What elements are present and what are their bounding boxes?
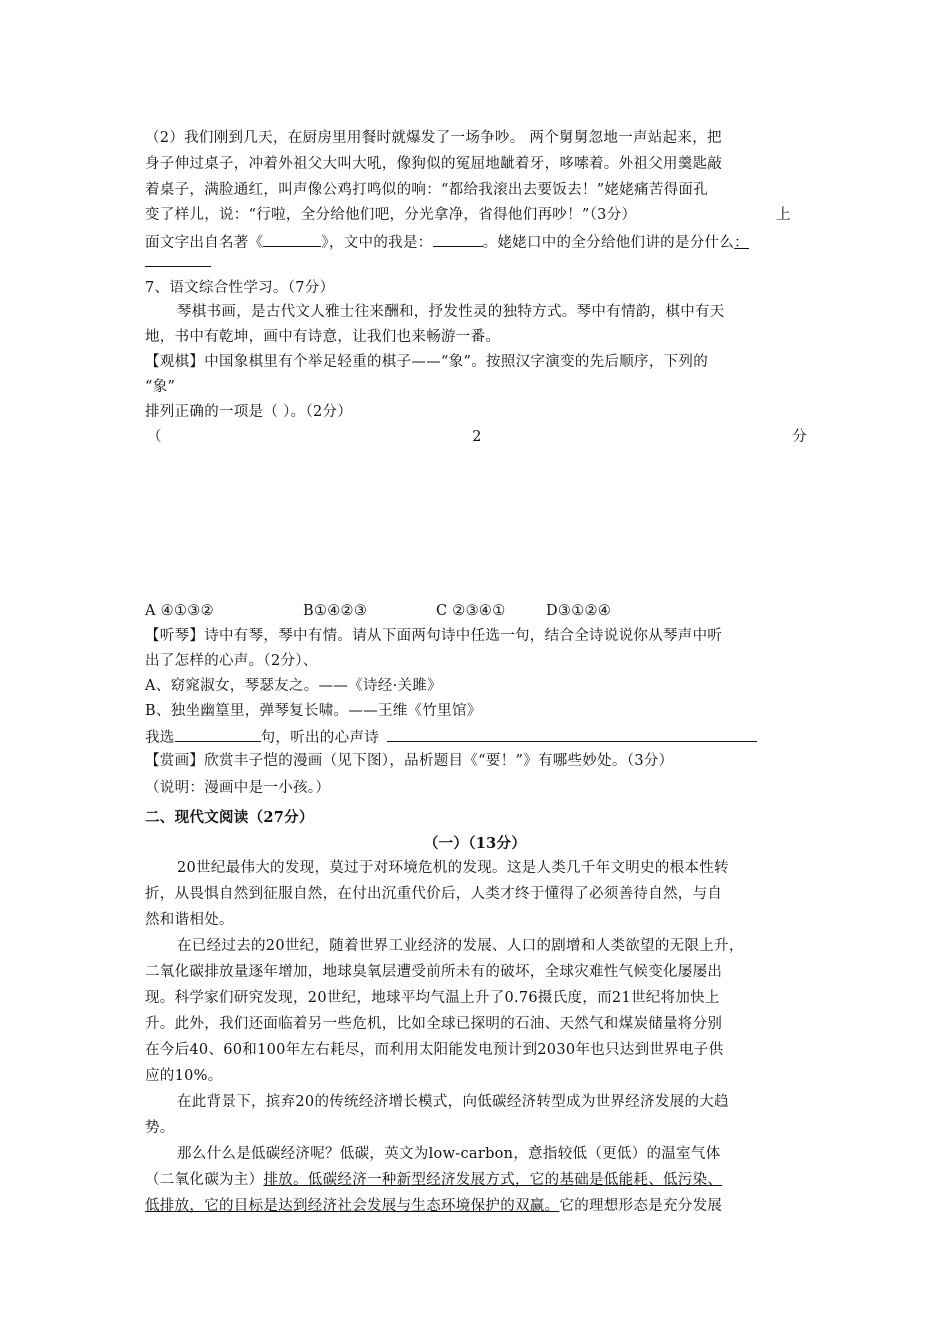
q7-intro-1: 琴棋书画，是古代文人雅士往来酬和，抒发性灵的独特方式。琴中有情韵，棋中有天 [177, 304, 725, 320]
option-c[interactable]: C ②③④① [436, 603, 506, 619]
para-3-line-1: 在此背景下，摈弃20的传统经济增长模式，向低碳经济转型成为世界经济发展的大趋 [177, 1094, 729, 1110]
q7-title: 7、语文综合性学习。（7分） [145, 280, 335, 296]
option-a[interactable]: A ④①③② [145, 603, 214, 619]
para-2-line-4: 升。此外，我们还面临着另一些危机，比如全球已探明的石油、天然气和煤炭储量将分别 [145, 1016, 723, 1032]
narrator-blank[interactable] [433, 231, 483, 247]
para-1-line-1: 20世纪最伟大的发现，莫过于对环境危机的发现。这是人类几千年文明史的根本性转 [177, 860, 729, 876]
score-num: 2 [472, 429, 482, 445]
section-2-sub: （一）（13分） [423, 835, 527, 852]
q6-line-4: 变了样儿，说：“行啦，全分给他们吧，分光拿净，省得他们再吵！”（3分） [145, 207, 637, 223]
para-2-line-6: 应的10%。 [145, 1068, 223, 1084]
para-2-line-1: 在已经过去的20世纪，随着世界工业经济的发展、人口的剧增和人类欲望的无限上升， [177, 938, 744, 954]
hua-line-2: （说明：漫画中是一小孩。） [145, 780, 331, 796]
chess-line-3: 排列正确的一项是（ ）。（2分） [145, 404, 353, 420]
book-title-blank[interactable] [263, 231, 321, 247]
q6-colon: ： [734, 235, 749, 251]
para-4-line-1: 那么什么是低碳经济呢？低碳，英文为low-carbon，意指较低（更低）的温室气体 [177, 1146, 721, 1162]
score-open: （ [147, 429, 162, 445]
chess-line-2: “象” [145, 379, 176, 395]
q6-line-1: （2）我们刚到几天，在厨房里用餐时就爆发了一场争吵。 两个舅舅忽地一声站起来，把 [145, 130, 722, 146]
qin-option-a: A、窈窕淑女，琴瑟友之。——《诗经·关雎》 [145, 678, 442, 694]
para-4-tail: 它的理想形态是充分发展 [559, 1198, 723, 1214]
para-2-line-5: 在今后40、60和100年左右耗尽，而利用太阳能发电预计到2030年也只达到世界电子供 [145, 1042, 724, 1058]
q7-intro-2: 地，书中有乾坤，画中有诗意，让我们也来畅游一番。 [145, 329, 501, 345]
choice-blank[interactable] [175, 726, 261, 742]
para-3-line-2: 势。 [145, 1120, 175, 1136]
para-4-underlined-2: 低排放，它的目标是达到经济社会发展与生态环境保护的双赢。 [145, 1198, 560, 1214]
qin-line-1: 【听琴】诗中有琴，琴中有情。请从下面两句诗中任选一句，结合全诗说说你从琴声中听 [145, 628, 723, 644]
q6-line-5 [145, 231, 749, 253]
q6-line-4-tail: 上 [776, 207, 791, 223]
image-placeholder [145, 455, 805, 595]
choose-b: 句，听出的心声诗 [260, 730, 380, 746]
para-4-underlined-1: 排放。低碳经济一种新型经济发展方式，它的基础是低能耗、低污染、 [263, 1172, 723, 1188]
heart-voice-blank[interactable] [387, 726, 757, 742]
para-2-line-3: 现。科学家们研究发现，20世纪，地球平均气温上升了0.76摄氏度，而21世纪将加快上 [145, 990, 720, 1006]
qin-option-b: B、独坐幽篁里，弹琴复长啸。——王维《竹里馆》 [145, 703, 482, 719]
division-answer-blank[interactable] [145, 251, 211, 267]
qin-line-2: 出了怎样的心声。（2分）、 [145, 653, 318, 669]
score-unit: 分 [792, 429, 807, 445]
option-b[interactable]: B①④②③ [303, 603, 368, 619]
q6-text-a: 面文字出自名著《 [145, 235, 264, 251]
para-4-line-3 [145, 1196, 722, 1216]
para-4-paren: （二氧化碳为主） [145, 1172, 264, 1188]
choose-a: 我选 [145, 730, 175, 746]
choose-line [145, 726, 757, 748]
para-2-line-2: 二氧化碳排放量逐年增加，地球臭氧层遭受前所未有的破坏，全球灾难性气候变化屡屡出 [145, 964, 723, 980]
q6-text-b: 》，文中的我是： [321, 235, 433, 251]
para-1-line-2: 折，从畏惧自然到征服自然，在付出沉重代价后，人类才终于懂得了必须善待自然，与自 [145, 886, 723, 902]
section-2-title: 二、现代文阅读（27分） [145, 809, 314, 826]
chess-line-1: 【观棋】中国象棋里有个举足轻重的棋子——“象”。按照汉字演变的先后顺序，下列的 [145, 354, 709, 370]
para-4-line-2 [145, 1170, 722, 1190]
q6-line-2: 身子伸过桌子，冲着外祖父大叫大吼，像狗似的冤屈地龇着牙，哆嗦着。外祖父用羹匙敲 [145, 156, 723, 172]
hua-line-1: 【赏画】欣赏丰子恺的漫画（见下图），品析题目《“要！”》有哪些妙处。（3分） [145, 753, 674, 769]
q6-text-c: 。姥姥口中的全分给他们讲的是分什么 [482, 235, 735, 251]
para-1-line-3: 然和谐相处。 [145, 912, 234, 928]
option-d[interactable]: D③①②④ [546, 603, 612, 619]
score-line [147, 427, 807, 447]
q6-line-3: 着桌子，满脸通红，叫声像公鸡打鸣似的响：“都给我滚出去要饭去！”姥姥痛苦得面孔 [145, 182, 709, 198]
